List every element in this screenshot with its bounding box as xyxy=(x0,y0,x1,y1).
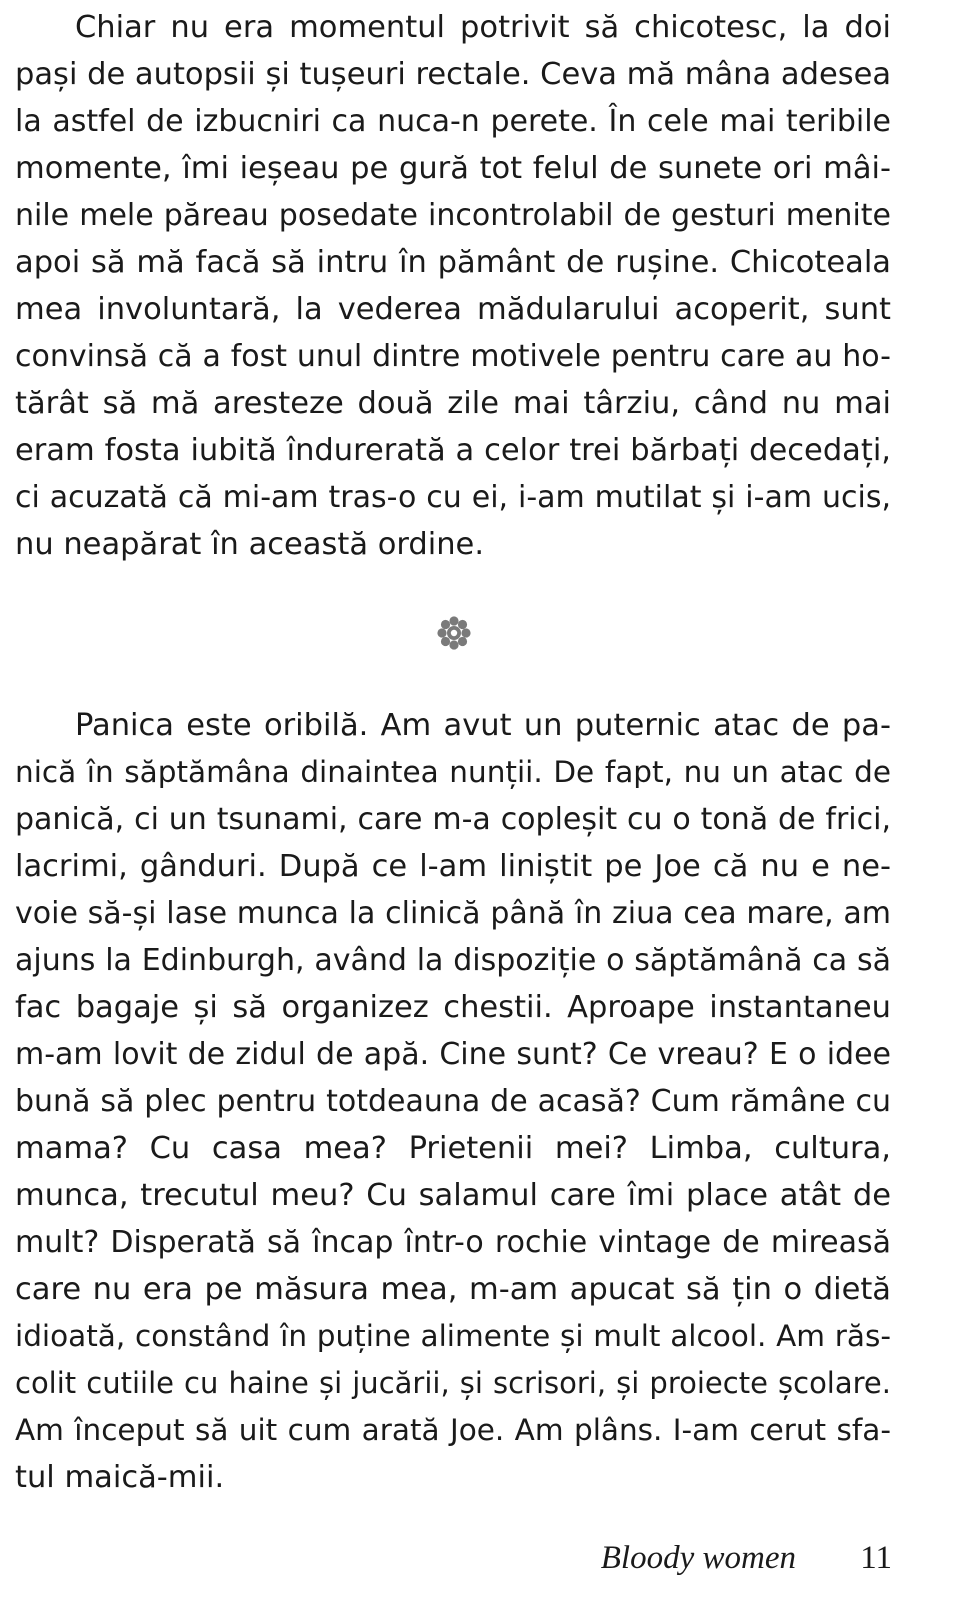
paragraph-2 xyxy=(15,702,891,1501)
text-line: ajuns la Edinburgh, având la dispoziție o săptămână ca să xyxy=(15,943,891,978)
text-line: bună să plec pentru totdeauna de acasă? Cum rămâne cu xyxy=(15,1084,891,1119)
text-line: momente, îmi ieșeau pe gură tot felul de sunete ori mâi- xyxy=(15,151,891,186)
text-line: ci acuzată că mi-am tras-o cu ei, i-am mutilat și i-am ucis, xyxy=(15,480,891,515)
text-line: munca, trecutul meu? Cu salamul care îmi place atât de xyxy=(15,1178,891,1213)
text-line: voie să-și lase munca la clinică până în ziua cea mare, am xyxy=(15,896,891,931)
text-line: nică în săptămâna dinaintea nunții. De fapt, nu un atac de xyxy=(15,755,891,789)
text-line: eram fosta iubită îndurerată a celor trei bărbați decedați, xyxy=(15,433,891,468)
text-line: tărât să mă aresteze două zile mai târziu, când nu mai xyxy=(15,386,891,421)
text-line: mea involuntară, la vederea mădularului acoperit, sunt xyxy=(15,292,891,327)
text-line: mult? Disperată să încap într-o rochie vintage de mireasă xyxy=(15,1225,891,1260)
text-line: nu neapărat în această ordine. xyxy=(15,527,485,562)
text-line: m-am lovit de zidul de apă. Cine sunt? Ce vreau? E o idee xyxy=(15,1037,891,1072)
running-title: Bloody women xyxy=(600,1540,796,1576)
text-line: idioată, constând în puține alimente și mult alcool. Am răs- xyxy=(15,1319,891,1353)
text-line: convinsă că a fost unul dintre motivele pentru care au ho- xyxy=(15,339,891,374)
flower-ornament-icon xyxy=(436,615,472,651)
text-line: pași de autopsii și tușeuri rectale. Ceva mă mâna adesea xyxy=(15,57,891,92)
page-footer xyxy=(601,1538,892,1578)
text-line: care nu era pe măsura mea, m-am apucat să țin o dietă xyxy=(15,1272,891,1307)
page-number: 11 xyxy=(860,1540,892,1576)
text-line: fac bagaje și să organizez chestii. Aproape instantaneu xyxy=(15,990,891,1025)
text-line: Chiar nu era momentul potrivit să chicotesc, la doi xyxy=(75,10,891,45)
text-line: tul maică-mii. xyxy=(15,1460,225,1495)
text-line: colit cutiile cu haine și jucării, și scrisori, și proiecte școlare. xyxy=(15,1366,891,1400)
text-line: la astfel de izbucniri ca nuca-n perete. În cele mai teribile xyxy=(15,104,891,139)
text-line: apoi să mă facă să intru în pământ de rușine. Chicoteala xyxy=(15,245,891,280)
text-line: mama? Cu casa mea? Prietenii mei? Limba, cultura, xyxy=(15,1131,891,1166)
text-line: Panica este oribilă. Am avut un puternic atac de pa- xyxy=(75,708,891,743)
text-line: Am început să uit cum arată Joe. Am plâns. I-am cerut sfa- xyxy=(15,1413,891,1447)
paragraph-1 xyxy=(15,4,891,568)
text-line: lacrimi, gânduri. După ce l-am liniștit pe Joe că nu e ne- xyxy=(15,849,891,884)
text-line: panică, ci un tsunami, care m-a copleșit cu o tonă de frici, xyxy=(15,802,891,837)
text-line: nile mele păreau posedate incontrolabil de gesturi menite xyxy=(15,198,891,233)
